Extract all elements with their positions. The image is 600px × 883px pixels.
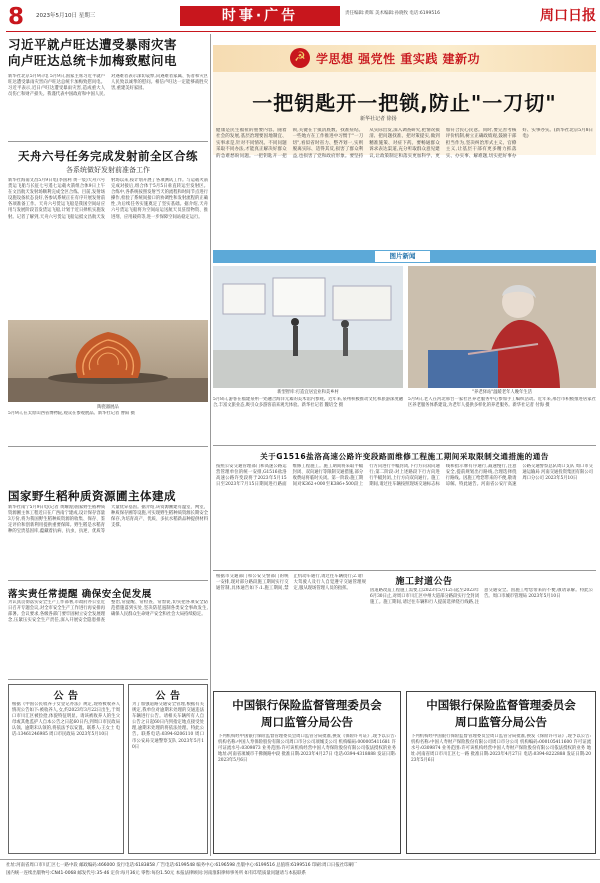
traffic-notice-body: 按照公安交通管理部门和高速公路运营管理单位的统一安排,G1516盐洛高速公路许变段将于2023年5月15日至2023年7月15日期间进行路面维修工程施工。施工期间将采取半幅封闭、双向通行等限制交通措施,部分收费站将临时关闭。第一阶段:施工期间对K362+000至K386+500段上行方向进行半幅封闭,下行方向双向通行;第二阶段:对上述路段下行方向进行半幅封闭,上行方向双向通行。施工期间,请过往车辆按照现场交通标志标线和指示牌有序通行,减速慢行,注意安全,提前规划出行路线,合理选择绕行路线。因施工给您带来的不便,敬请谅解。特此通告。河南省公安厅高速公路交通警察总队周口支队 周口市交通运输局 河南交通投资集团有限公司周口分公司 2023年5月10日 <box>216 464 593 488</box>
picture-news-label: 图片新闻 <box>375 251 430 262</box>
adoption-notice-title: 公 告 <box>53 691 79 702</box>
knitting-photo <box>408 266 596 388</box>
ceramic-photo-caption: 5月9日,在太原山西省博物院,观众在参观展品。新华社记者 曹阳 摄 <box>8 411 135 416</box>
bank-notice-right-title-1: 中国银行保险监督管理委员会 <box>426 698 576 712</box>
exhibition-photo <box>213 266 403 388</box>
story4-headline: 落实责任常提醒 确保安全促发展 <box>8 589 152 600</box>
newspaper-logo: 周口日报 <box>540 8 596 24</box>
bank-notice-left-title-2: 周口监管分局公告 <box>261 715 353 729</box>
traffic-violation-notice-title: 公 告 <box>155 691 181 702</box>
ceramic-photo <box>8 320 208 402</box>
issue-date: 2023年5月10日 星期三 <box>36 13 96 19</box>
knitting-photo-caption: 5月9日,老人在河北邢台一家社区养老服务中心参加手工编织活动。近年来,邢台市积极推进居家社区养老服务体系建设,为老年人提供多样化的养老服务。新华社记者 付海 摄 <box>408 397 596 409</box>
main-story-body: 健康是民生福祉的重要内容。随着社会的发展,基层治理要因地制宜、实事求是,针对不同情况、不同问题采取不同办法,才能真正解决好群众的急难愁盼问题。一把钥匙开一把锁,关键在于摸清底数、找准症结。一些地方在工作推进中习惯于"一刀切",看似省时省力、整齐划一,实则脱离实际、适得其反,损害了群众利益,也损害了党和政府形象。要坚持从实际出发,深入调查研究,把情况摸清、把问题找准、把对策提实,做到精准施策、对症下药。要畅通群众诉求表达渠道,充分听取群众意见建议,让政策制定和落实更加科学、更加符合民心民意。同时,要完善考核评价机制,树立正确政绩观,鼓励干部担当作为,坚决纠治形式主义、官僚主义,让基层干部有更多精力抓落实、办实事、解难题,切实把好事办好、实事办实。(新华社北京5月8日电) <box>216 128 593 159</box>
story2-headline: 天舟六号任务完成发射前全区合练 <box>18 149 198 163</box>
story1-body: 新华社北京5月9日电 5月9日,国家主席习近平就卢旺达遭受暴雨灾害向卢旺达总统卡加梅致慰问电。习近平表示,近日卢旺达遭受暴雨灾害,造成重大人员伤亡和财产损失。我谨代表中国政府和中国人民,对遇难者表示深切哀悼,向遇难者家属、伤者和灾区人民致以诚挚的慰问。相信卢旺达一定能够战胜灾害,重建美好家园。 <box>8 74 208 98</box>
knitting-photo-label: "养老驿站"温暖老年人晚年生活 <box>472 390 532 395</box>
page-footer <box>0 859 600 883</box>
bank-notice-right-body: 下列机构经中国银行保险监督管理委员会周口监管分局批准,换发《保险许可证》,现予以公告:机构名称:中国人寿财产保险股份有限公司周口市分公司 机构编码:000105411600 许可证流水号:0309874 业务范围:许可该机构经营中国人寿财产保险股份有限公司依法授权的业务 地址:河南省周口市川汇区七一路 批准日期:2023年4月27日 电话:0394-8222888 发证日期:2023年5月6日 <box>411 734 591 764</box>
exhibition-illustration <box>213 266 403 388</box>
main-story-headline: 一把钥匙开一把锁,防止"一刀切" <box>252 91 557 115</box>
exhibition-photo-label: 新型智库:打造宜居宜业和美乡村 <box>277 390 339 395</box>
party-emblem-icon: ☭ <box>290 48 310 68</box>
story2-body: 新华社海南文昌5月9日电(李国利 黄一宸)天舟六号货运飞船与长征七号遥七运载火箭组合体9日上午在文昌航天发射场顺利完成全区合练。目前,发射场设施设备状态良好,各参试系统正在有序开展发射前各项准备工作。天舟六号货运飞船是我国空间站应用与发展阶段首发货运飞船,计划于近日择机实施发射。记者了解到,天舟六号货运飞船运抵文昌航天发射场以来,按计划开展了各项测试工作。与运载火箭完成对接后,组合体于5月5日垂直转运至发射区。合练中,各系统按照发射当天的流程和时间节点进行操作,检验了系统间接口的协调性和发射流程的正确性,为后续任务实施奠定了坚实基础。据介绍,天舟六号货运飞船将为空间站运送航天员驻留物资、推进剂、应用载荷等,进一步保障空间站稳定运行。 <box>8 178 208 220</box>
story1-headline: 习近平就卢旺达遭受暴雨灾害 向卢旺达总统卡加梅致慰问电 <box>8 37 178 68</box>
knitting-illustration <box>408 266 596 388</box>
column-divider <box>210 34 211 856</box>
road-notice-body: 因道路改造工程施工需要,自2023年5月12日起至2023年6月30日止,对周口市川汇区中州大道部分路段实行全封闭施工。施工期间,请过往车辆和行人提前选择绕行线路,注意交通安全。因施工给您带来的不便,敬请谅解。特此公告。周口市城市管理局 2023年5月10日 <box>370 588 593 606</box>
story3-headline: 国家野生稻种质资源圃主体建成 <box>8 489 176 503</box>
exhibition-photo-caption: 5月8日,游客在福建泉州一处融合海洋元素的美术馆内参观。近年来,泉州积极推动文化和旅游深度融合,丰富文旅业态,吸引众多游客前来观光体验。新华社记者 魏培全 摄 <box>213 397 403 409</box>
traffic-violation-notice-body: 为了加强道路交通安全管理,根据有关规定,我单位对逾期未处理的交通违法车辆进行公告。请相关车辆所有人自公告之日起60日内到指定地点接受处理,逾期未处理的将依法处理。特此公告。联系电话:0394-8206110 周口市公安局交通警察支队 2023年5月10日 <box>132 702 204 750</box>
footer-line-1: 社址:河南省周口市川汇区七一路中段 邮政编码:466000 发行电话:6183858 广告电话:6199548 编务中心:6196598 出版中心:6199516 总值班:6199516 印刷:周口日报社印刷厂 <box>6 863 358 868</box>
story2-subheadline: 各系统做好发射前准备工作 <box>66 166 150 174</box>
bank-notice-left-title-1: 中国银行保险监督管理委员会 <box>232 698 382 712</box>
bank-notice-left-body: 下列机构经中国银行保险监督管理委员会周口监管分局批准,换发《保险许可证》,现予以公告:机构名称:中国人寿保险股份有限公司周口市分公司项城支公司 机构编码:000005411681 许可证流水号:0309873 业务范围:许可该机构经营中国人寿保险股份有限公司依法授权的业务 地址:河南省项城市千佛阁路中段 批准日期:2023年4月27日 电话:0394-4318888 发证日期:2023年5月6日 <box>218 734 396 764</box>
adoption-notice-body: 根据《中国公民收养子女登记办法》规定,现将被收养人情况公告如下:被收养人,女,约2023年3月22日出生,于周口市川汇区被捡拾,体貌特征明显。请该被收养人的生父母或其他监护人自本公告之日起60日内,到周口市民政局认领。逾期未认领的,将依法予以安置。联系人:王女士 电话:13461246985 周口市民政局 2023年5月10日 <box>12 702 120 738</box>
banner-slogan: 学思想 强党性 重实践 建新功 <box>316 52 481 66</box>
road-notice-intro: 根据市交通部门和公安交警部门的统一安排,现对部分路段施工期间实行交通管制,具体通告如下:1.施工期间,禁止机动车通行,请过往车辆绕行;2.请广大驾驶人及行人自觉遵守交通管理规定,服从现场管理人员的指挥。 <box>216 574 366 592</box>
footer-line-2: 国内统一连续出版物号:CN41-0068 邮发代号:35-46 定价:每月36元 零售:每份1.50元 本报法律顾问:河南淮阳律师事务所 如有印装质量问题请与本报联系 <box>6 871 306 876</box>
ceramic-illustration <box>8 320 208 402</box>
header-rule <box>6 31 596 32</box>
story3-body: 新华社南宁5月9日电(记者 黄耀漫)国家野生稻种质资源圃主体工程近日在广西南宁建成,设计保存容量3万份,将为我国野生稻种质资源的收集、保存、鉴定评价和创新利用提供重要保障。野生稻是水稻育种的宝贵基因库,蕴藏着抗病、抗虫、抗逆、优质等大量优异基因。据介绍,该资源圃建有温室、网室、种质保存圃等设施,可实现野生稻种质资源长期安全保存,为培育高产、优质、多抗水稻新品种提供材料支撑。 <box>8 505 208 535</box>
main-story-byline: 新华社记者 徐扬 <box>360 116 397 122</box>
ceramic-photo-label: 陶瓷器展品 <box>97 405 119 410</box>
page-number: 8 <box>8 4 25 30</box>
traffic-notice-headline: 关于G1516盐洛高速公路许变段路面维修工程施工期间采取限制交通措施的通告 <box>260 452 549 461</box>
story4-body: 为认真贯彻落实安全生产工作部署,市政府办公室近日召开专题会议,对全市安全生产工作进行再安排再部署。会议要求,各级各部门要牢固树立安全发展理念,压紧压实安全生产责任,深入开展安全隐患排查整治,常提醒、常检查、常督促,切实把各项安全防范措施落到实处,坚决防范遏制各类安全事故发生,确保人民群众生命财产安全和社会大局持续稳定。 <box>8 600 208 624</box>
bank-notice-right-title-2: 周口监管分局公告 <box>455 715 547 729</box>
road-notice-headline: 施工封道公告 <box>395 577 453 587</box>
editor-info: 责任编辑:黄晖 美术编辑:孙晓牧 电话:6199516 <box>345 11 440 16</box>
section-title: 时事·广告 <box>180 6 340 26</box>
